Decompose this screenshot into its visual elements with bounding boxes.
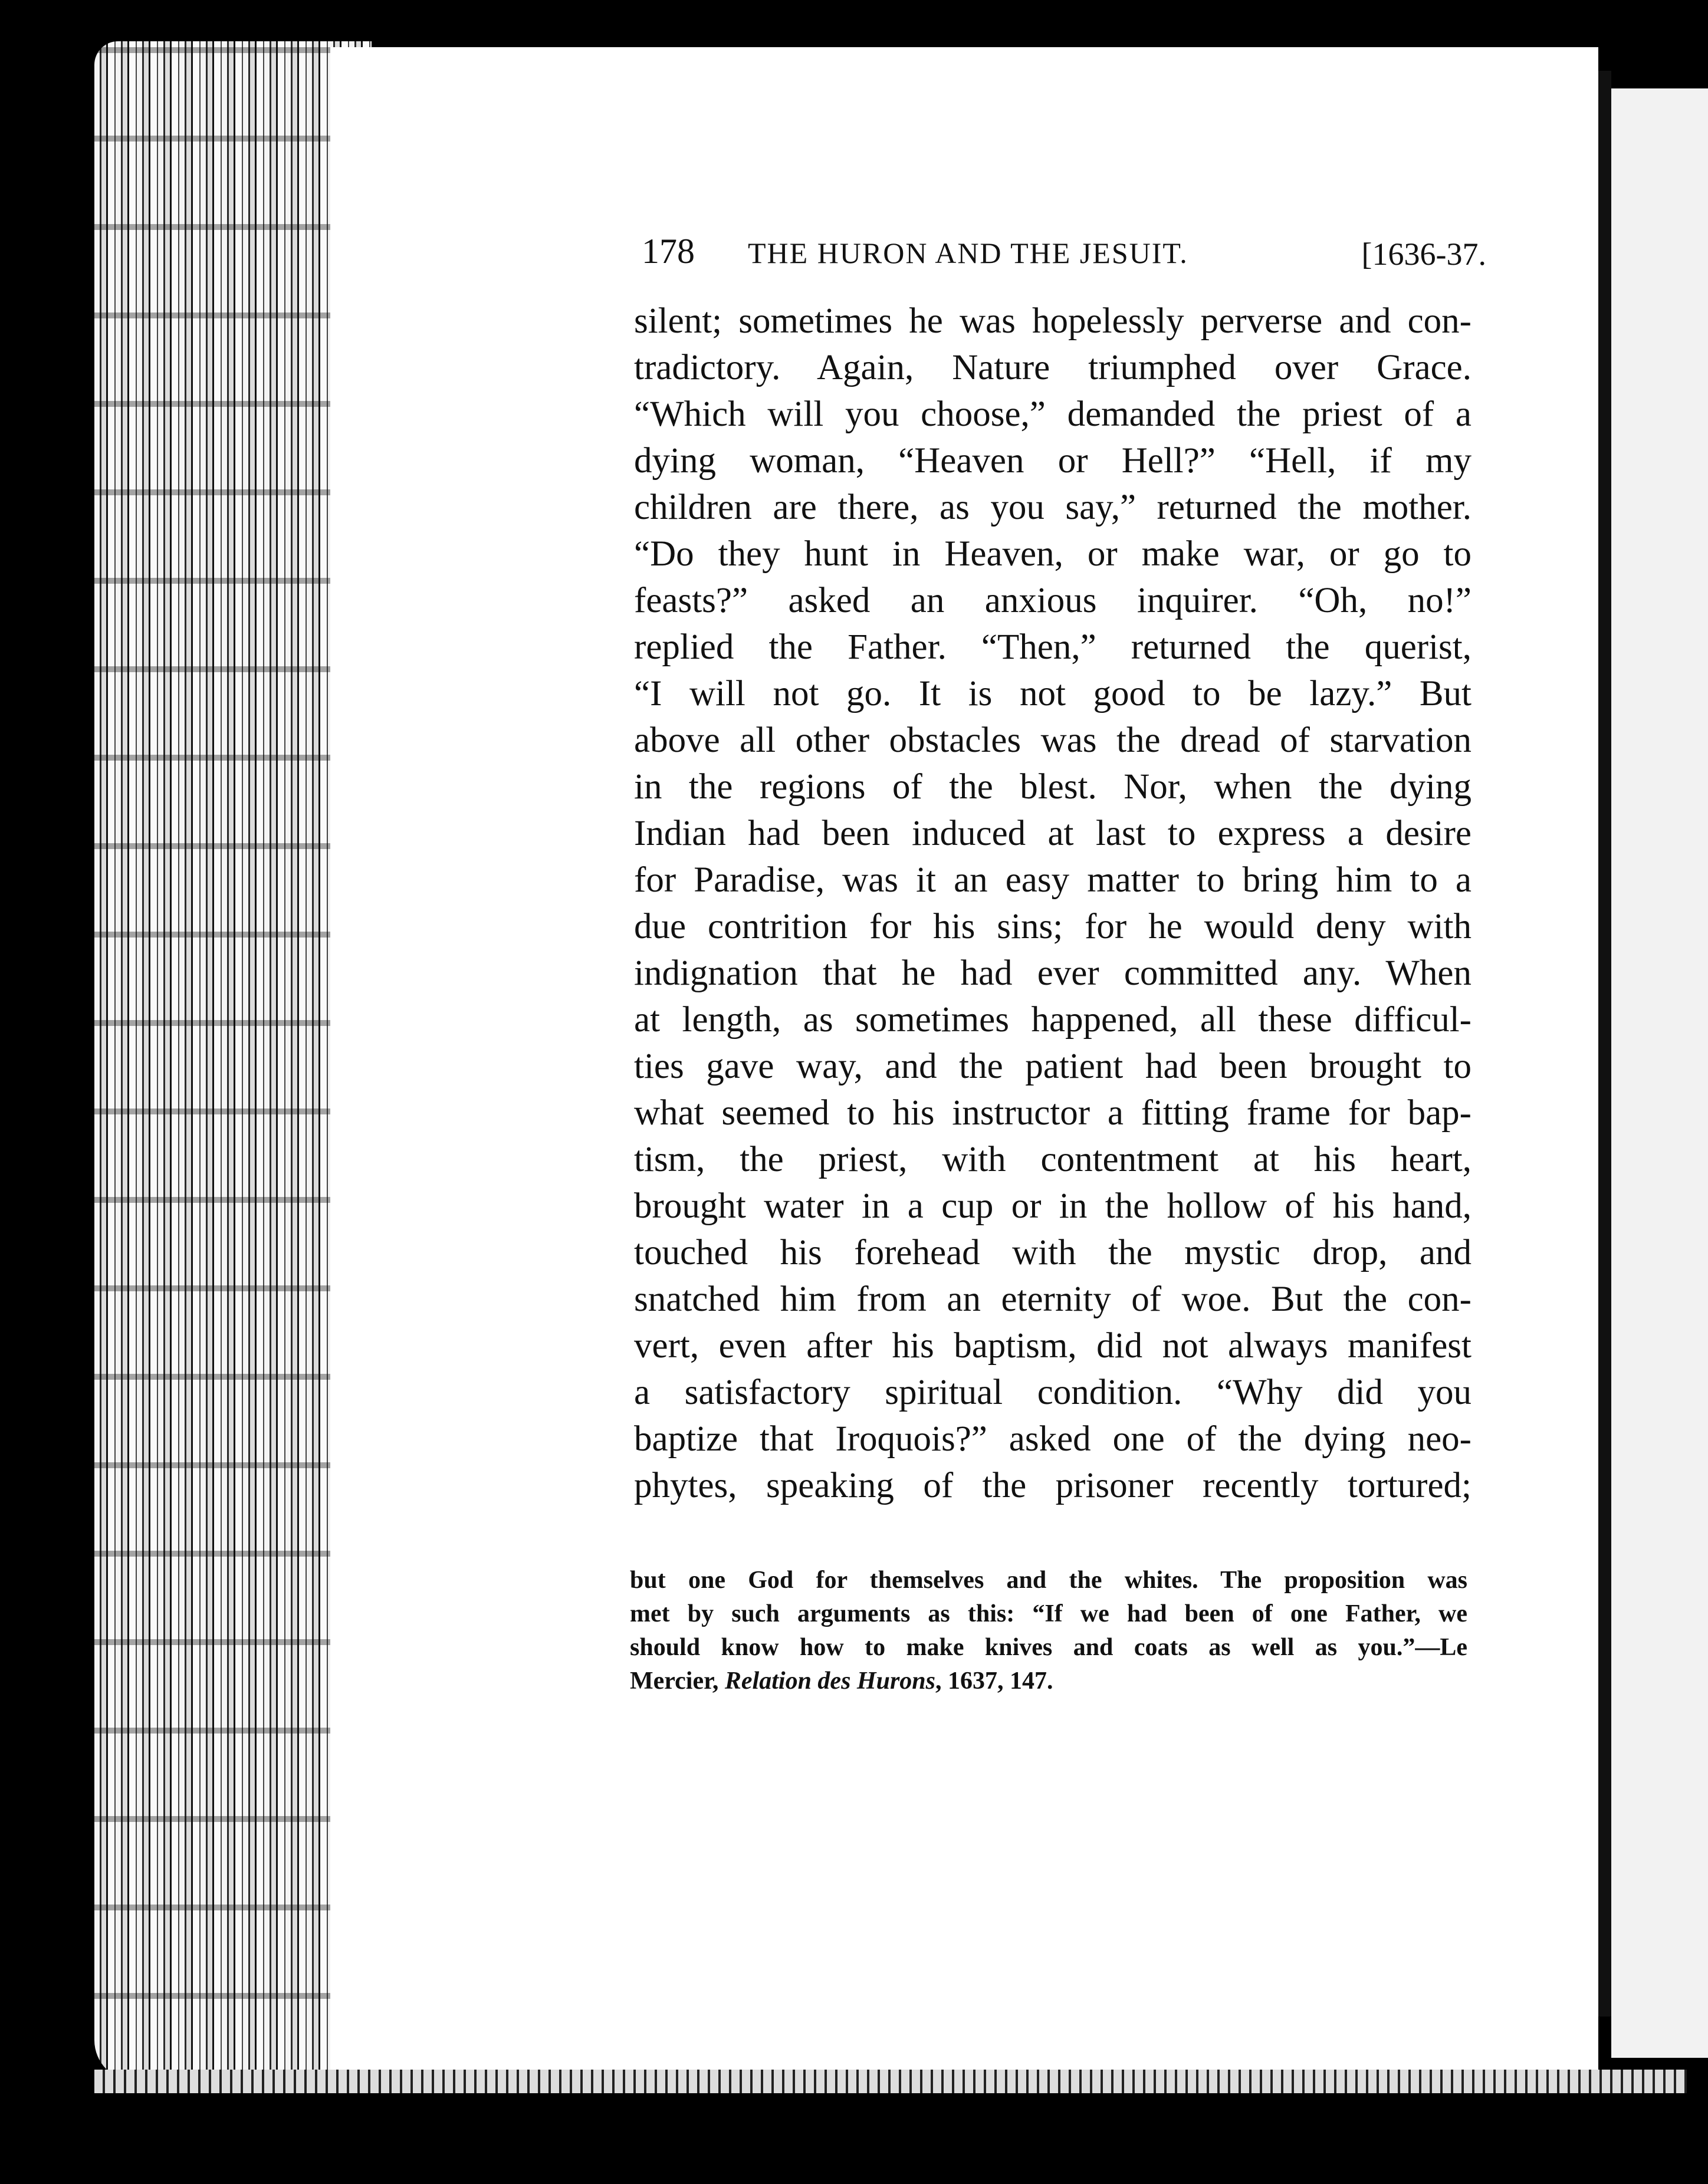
text-line: children are there, as you say,” returned the mother. bbox=[634, 488, 1471, 527]
text-line: what seemed to his instructor a fitting frame for bap- bbox=[634, 1093, 1471, 1133]
text-line: silent; sometimes he was hopelessly perverse and con‑ bbox=[634, 301, 1471, 341]
footnote-line: met by such arguments as this: “If we had been of one Father, we bbox=[630, 1600, 1467, 1627]
page-number: 178 bbox=[642, 232, 695, 271]
text-line: in the regions of the blest. Nor, when the dying bbox=[634, 767, 1471, 807]
footnote-author: Mercier, bbox=[630, 1667, 725, 1695]
running-header bbox=[642, 231, 1486, 278]
text-line: for Paradise, was it an easy matter to bring him to a bbox=[634, 860, 1471, 900]
date-range: [1636-37. bbox=[1361, 236, 1486, 272]
footnote bbox=[630, 1564, 1467, 1698]
text-line: ties gave way, and the patient had been brought to bbox=[634, 1047, 1471, 1086]
running-title: THE HURON AND THE JESUIT. bbox=[748, 236, 1188, 269]
bottom-page-edges bbox=[94, 2070, 1687, 2093]
body-text bbox=[634, 298, 1471, 1509]
text-line: above all other obstacles was the dread of starvation bbox=[634, 721, 1471, 760]
text-line: due contrition for his sins; for he would deny with bbox=[634, 907, 1471, 946]
footnote-source-year: , 1637, 147. bbox=[935, 1667, 1053, 1695]
text-line: snatched him from an eternity of woe. But the con- bbox=[634, 1280, 1471, 1319]
facing-page-edge bbox=[1611, 88, 1708, 2058]
text-line: replied the Father. “Then,” returned the querist, bbox=[634, 627, 1471, 667]
text-line: a satisfactory spiritual condition. “Why did you bbox=[634, 1373, 1471, 1412]
footnote-source-title: Relation des Hurons bbox=[724, 1667, 935, 1695]
footnote-line: but one God for themselves and the whites. The proposition was bbox=[630, 1567, 1467, 1594]
text-line: vert, even after his baptism, did not always manifest bbox=[634, 1326, 1471, 1366]
text-line: “Do they hunt in Heaven, or make war, or go to bbox=[634, 534, 1471, 574]
footnote-citation-line bbox=[630, 1665, 1467, 1698]
text-line: brought water in a cup or in the hollow of his hand, bbox=[634, 1186, 1471, 1226]
text-line: Indian had been induced at last to express a desire bbox=[634, 814, 1471, 853]
text-line: tism, the priest, with contentment at his heart, bbox=[634, 1140, 1471, 1179]
text-line: tradictory. Again, Nature triumphed over Grace. bbox=[634, 348, 1471, 387]
footnote-line: should know how to make knives and coats as well as you.”—Le bbox=[630, 1634, 1467, 1661]
text-line: “I will not go. It is not good to be lazy.” But bbox=[634, 674, 1471, 713]
text-line: indignation that he had ever committed any. When bbox=[634, 953, 1471, 993]
text-line: baptize that Iroquois?” asked one of the dying neo- bbox=[634, 1419, 1471, 1459]
text-line: dying woman, “Heaven or Hell?” “Hell, if my bbox=[634, 441, 1471, 481]
text-line: phytes, speaking of the prisoner recently tortured; bbox=[634, 1466, 1471, 1505]
text-line: feasts?” asked an anxious inquirer. “Oh, no!” bbox=[634, 581, 1471, 620]
text-line: at length, as sometimes happened, all these difficul- bbox=[634, 1000, 1471, 1040]
binding-shadow bbox=[1598, 71, 1611, 2017]
text-line: “Which will you choose,” demanded the priest of a bbox=[634, 394, 1471, 434]
text-line: touched his forehead with the mystic drop, and bbox=[634, 1233, 1471, 1272]
